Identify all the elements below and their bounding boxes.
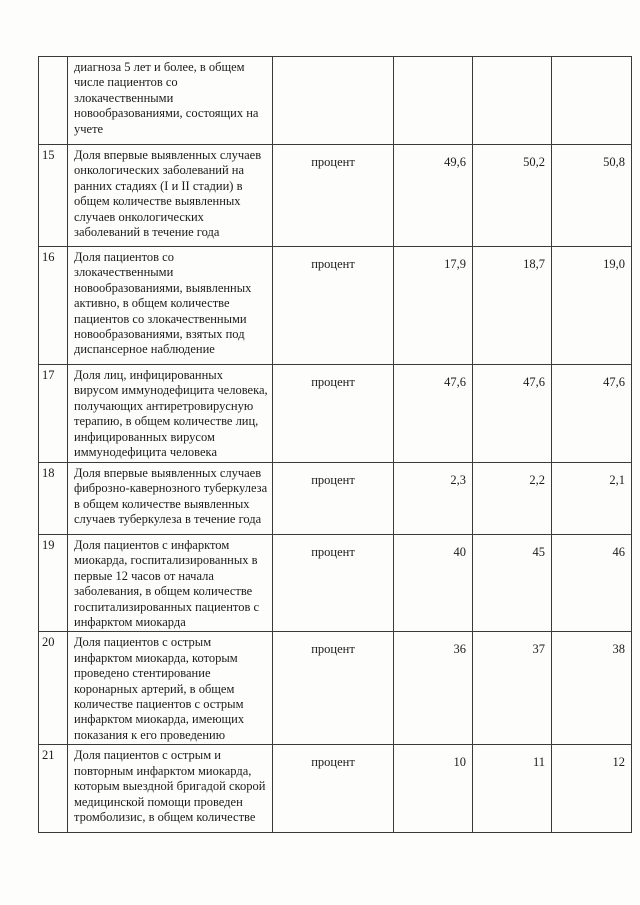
unit-text: процент xyxy=(311,755,355,770)
table-row xyxy=(39,145,632,247)
row-number-text: 18 xyxy=(42,466,55,480)
value-year1-cell xyxy=(394,145,473,247)
row-number-text: 15 xyxy=(42,148,55,162)
indicator-name-cell xyxy=(68,145,273,247)
value-year1-text: 47,6 xyxy=(444,375,466,389)
value-year1-cell xyxy=(394,463,473,535)
value-year3-text: 46 xyxy=(612,545,625,559)
value-year3-text: 47,6 xyxy=(603,375,625,389)
value-year1-cell xyxy=(394,247,473,365)
value-year2-text: 11 xyxy=(532,755,545,770)
value-year3-cell xyxy=(552,365,632,463)
row-number-cell xyxy=(39,57,68,145)
unit-text: процент xyxy=(311,257,355,271)
value-year3-cell xyxy=(552,145,632,247)
table-row xyxy=(39,365,632,463)
row-number-cell xyxy=(39,745,68,833)
value-year3-cell xyxy=(552,632,632,745)
unit-text: процент xyxy=(311,473,355,487)
unit-text: процент xyxy=(311,375,355,389)
value-year1-cell xyxy=(394,632,473,745)
indicator-name-text: Доля пациентов со злокачественными новообразованиями, выявленных активно, в общем количестве пациентов со злокачественными новообразованиями, взятых под диспансерное наблюдение xyxy=(74,250,252,357)
table-row xyxy=(39,57,632,145)
indicators-table xyxy=(38,56,632,833)
value-year2-cell xyxy=(473,463,552,535)
row-number-cell xyxy=(39,632,68,745)
indicator-name-cell xyxy=(68,632,273,745)
value-year2-text: 45 xyxy=(532,545,545,559)
row-number-text: 16 xyxy=(42,250,55,264)
value-year3-text: 38 xyxy=(612,642,625,657)
value-year2-cell xyxy=(473,247,552,365)
table-row xyxy=(39,745,632,833)
value-year3-cell xyxy=(552,535,632,632)
row-number-cell xyxy=(39,145,68,247)
indicator-name-cell xyxy=(68,365,273,463)
indicator-name-text: Доля пациентов с острым и повторным инфарктом миокарда, которым выездной бригадой скорой медицинской помощи проведен тромболизис, в общем количестве xyxy=(74,748,266,824)
value-year2-text: 50,2 xyxy=(523,155,545,169)
value-year1-text: 49,6 xyxy=(444,155,466,169)
table-row xyxy=(39,463,632,535)
indicator-name-text: Доля впервые выявленных случаев фиброзно-кавернозного туберкулеза в общем количестве выявленных случаев туберкулеза в течение года xyxy=(74,466,268,527)
value-year2-cell xyxy=(473,632,552,745)
value-year2-cell xyxy=(473,365,552,463)
row-number-text: 21 xyxy=(42,748,55,763)
value-year3-text: 50,8 xyxy=(603,155,625,169)
unit-text: процент xyxy=(311,642,355,657)
row-number-text: 20 xyxy=(42,635,55,650)
value-year1-text: 40 xyxy=(453,545,466,559)
value-year2-cell xyxy=(473,535,552,632)
value-year2-cell xyxy=(473,745,552,833)
indicator-name-cell xyxy=(68,247,273,365)
value-year3-cell xyxy=(552,463,632,535)
value-year1-text: 17,9 xyxy=(444,257,466,271)
value-year3-text: 2,1 xyxy=(609,473,625,487)
value-year3-cell xyxy=(552,745,632,833)
row-number-text: 19 xyxy=(42,538,55,552)
unit-cell xyxy=(273,632,394,745)
value-year3-cell xyxy=(552,57,632,145)
row-number-cell xyxy=(39,463,68,535)
indicator-name-cell xyxy=(68,745,273,833)
value-year1-cell xyxy=(394,365,473,463)
value-year1-text: 36 xyxy=(453,642,466,657)
indicator-name-cell xyxy=(68,57,273,145)
indicator-name-cell xyxy=(68,463,273,535)
unit-text: процент xyxy=(311,155,355,169)
table-row xyxy=(39,247,632,365)
row-number-text: 17 xyxy=(42,368,55,382)
indicator-name-text: диагноза 5 лет и более, в общем числе пациентов со злокачественными новообразованиями, состоящих на учете xyxy=(74,60,259,136)
value-year2-text: 18,7 xyxy=(523,257,545,271)
table-row xyxy=(39,535,632,632)
indicator-name-cell xyxy=(68,535,273,632)
unit-cell xyxy=(273,745,394,833)
value-year1-text: 10 xyxy=(453,755,466,770)
value-year1-cell xyxy=(394,745,473,833)
value-year2-text: 47,6 xyxy=(523,375,545,389)
row-number-cell xyxy=(39,247,68,365)
value-year3-text: 12 xyxy=(612,755,625,770)
value-year2-cell xyxy=(473,145,552,247)
indicator-name-text: Доля впервые выявленных случаев онкологических заболеваний на ранних стадиях (I и II стадии) в общем количестве выявленных случаев онкологических заболеваний в течение года xyxy=(74,148,262,240)
unit-cell xyxy=(273,145,394,247)
value-year2-text: 37 xyxy=(532,642,545,657)
unit-cell xyxy=(273,247,394,365)
value-year1-cell xyxy=(394,535,473,632)
value-year3-text: 19,0 xyxy=(603,257,625,271)
value-year3-cell xyxy=(552,247,632,365)
unit-cell xyxy=(273,535,394,632)
table-row xyxy=(39,632,632,745)
indicator-name-text: Доля пациентов с инфарктом миокарда, госпитализированных в первые 12 часов от начала заболевания, в общем количестве госпитализированных пациентов с инфарктом миокарда xyxy=(74,538,260,630)
indicators-table-body xyxy=(39,57,632,833)
value-year1-cell xyxy=(394,57,473,145)
indicator-name-text: Доля пациентов с острым инфарктом миокарда, которым проведено стентирование коронарных артерий, в общем количестве пациентов с острым инфарктом миокарда, имеющих показания к его проведению xyxy=(74,635,245,742)
unit-cell xyxy=(273,57,394,145)
value-year2-text: 2,2 xyxy=(529,473,545,487)
value-year2-cell xyxy=(473,57,552,145)
row-number-cell xyxy=(39,535,68,632)
unit-cell xyxy=(273,463,394,535)
unit-cell xyxy=(273,365,394,463)
indicator-name-text: Доля лиц, инфицированных вирусом иммунодефицита человека, получающих антиретровирусную терапию, в общем количестве лиц, инфицированных вирусом иммунодефицита человека xyxy=(74,368,268,460)
value-year1-text: 2,3 xyxy=(450,473,466,487)
unit-text: процент xyxy=(311,545,355,559)
row-number-cell xyxy=(39,365,68,463)
